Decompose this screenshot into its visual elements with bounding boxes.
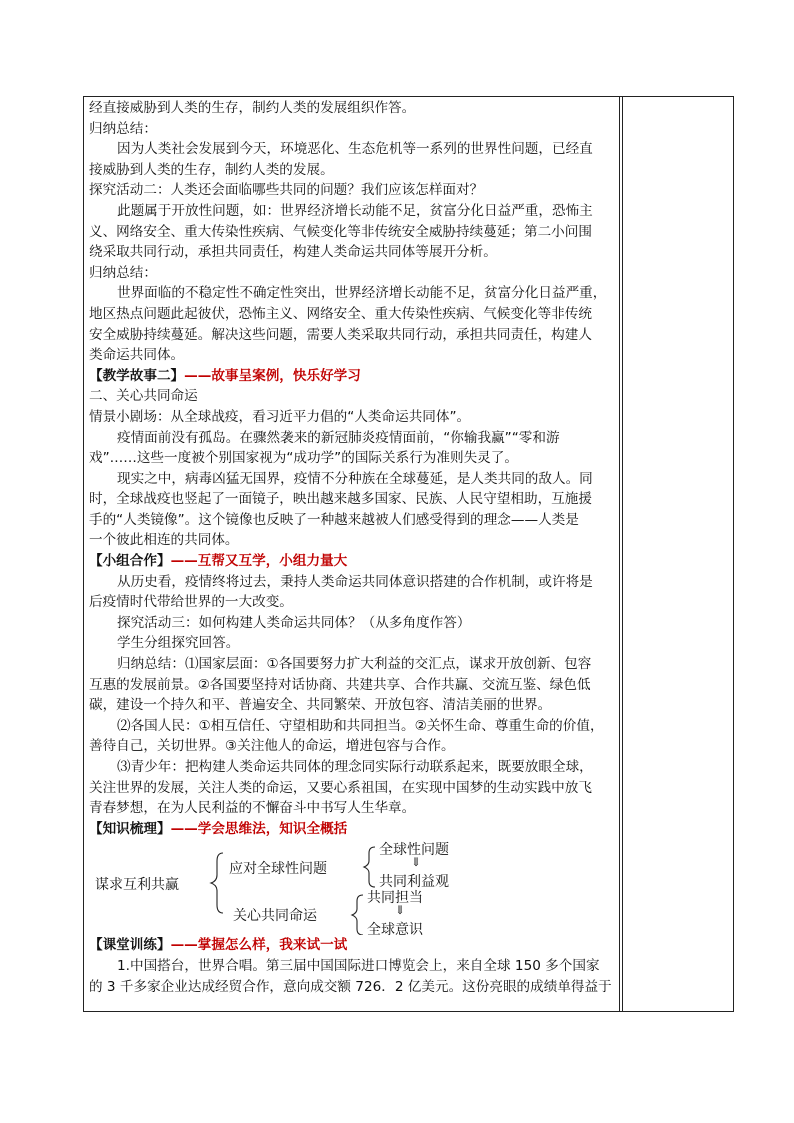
text-line: 青春梦想，在为人民利益的不懈奋斗中书写人生华章。	[89, 800, 416, 817]
section-heading-story2: 【教学故事二】——故事呈案例，快乐好学习	[89, 367, 361, 384]
knowledge-diagram	[89, 841, 613, 939]
text-line: 1.中国搭台，世界合唱。第三届中国国际进口博览会上，来自全球 150 多个国家	[117, 957, 600, 974]
text-line: 后疫情时代带给世界的一大改变。	[89, 594, 293, 611]
text-line: ⑶青少年：把构建人类命运共同体的理念同实际行动联系起来，既要放眼全球，	[117, 759, 593, 775]
diagram-branch-global-issues: 应对全球性问题	[229, 861, 327, 878]
text-line: 二、关心共同命运	[89, 388, 198, 405]
text-line: 此题属于开放性问题，如：世界经济增长动能不足，贫富分化日益严重，恐怖主	[117, 202, 593, 219]
text-line: 一个彼此相连的共同体。	[89, 532, 239, 549]
section-heading-knowledge-map: 【知识梳理】——学会思维法，知识全概括	[89, 820, 348, 837]
text-line: 情景小剧场：从全球战疫，看习近平力倡的“人类命运共同体”。	[89, 408, 471, 425]
text-line: 地区热点问题此起彼伏，恐怖主义、网络安全、重大传染性疾病、气候变化等非传统	[89, 305, 592, 322]
section-heading-practice: 【课堂训练】——掌握怎么样，我来试一试	[89, 937, 348, 954]
text-line: 探究活动二：人类还会面临哪些共同的问题？我们应该怎样面对？	[89, 182, 484, 199]
text-line: 学生分组探究回答。	[117, 635, 240, 652]
text-line: 经直接威胁到人类的生存，制约人类的发展组织作答。	[89, 100, 416, 116]
notes-column	[620, 96, 734, 1012]
diagram-common-interest: 共同利益观	[379, 874, 449, 891]
lesson-content	[89, 98, 613, 997]
text-line: 手的“人类镜像”。这个镜像也反映了一种越来越被人们感受得到的理念——人类是	[89, 511, 579, 528]
text-line: 关注世界的发展，关注人类的命运，又要心系祖国，在实现中国梦的生动实践中放飞	[89, 779, 592, 796]
diagram-global-awareness: 全球意识	[367, 922, 423, 939]
text-line: 从历史看，疫情终将过去，秉持人类命运共同体意识搭建的合作机制，或许将是	[117, 573, 593, 590]
text-line: 善待自己，关切世界。③关注他人的命运，增进包容与合作。	[89, 738, 455, 755]
text-line: 因为人类社会发展到今天，环境恶化、生态危机等一系列的世界性问题，已经直	[117, 141, 593, 158]
text-line: 义、网络安全、重大传染性疾病、气候变化等非传统安全威胁持续蔓延；第二小问围	[89, 223, 592, 240]
diagram-arrow: ⇓	[395, 903, 406, 918]
text-line: 类命运共同体。	[89, 347, 185, 364]
text-line: 探究活动三：如何构建人类命运共同体？（从多角度作答）	[117, 614, 471, 631]
diagram-branch-common-destiny: 关心共同命运	[233, 908, 317, 925]
text-line: 戏”……这些一度被个别国家视为“成功学”的国际关系行为准则失灵了。	[89, 450, 518, 467]
text-line: 现实之中，病毒凶猛无国界，疫情不分种族在全球蔓延，是人类共同的敌人。同	[117, 470, 593, 487]
diagram-arrow: ⇓	[411, 855, 422, 870]
text-line: 绕采取共同行动，承担共同责任，构建人类命运共同体等展开分析。	[89, 244, 497, 261]
text-line: 疫情面前没有孤岛。在骤然袭来的新冠肺炎疫情面前，“你输我赢”“零和游	[117, 429, 560, 446]
text-line: 碳，建设一个持久和平、普遍安全、共同繁荣、开放包容、清洁美丽的世界。	[89, 697, 552, 714]
paragraph-block-3	[89, 572, 613, 819]
diagram-global-issues: 全球性问题	[379, 842, 449, 859]
paragraph-block-5	[89, 956, 613, 997]
diagram-root: 谋求互利共赢	[95, 877, 179, 894]
text-line: 世界面临的不稳定性不确定性突出，世界经济增长动能不足，贫富分化日益严重，	[117, 285, 607, 302]
text-line: ⑵各国人民：①相互信任、守望相助和共同担当。②关怀生命、尊重生命的价值，	[117, 717, 604, 734]
text-line: 安全威胁持续蔓延。解决这些问题，需要人类采取共同行动，承担共同责任，构建人	[89, 326, 592, 343]
text-line: 时，全球战疫也竖起了一面镜子，映出越来越多国家、民族、人民守望相助，互施援	[89, 491, 592, 508]
text-line: 互惠的发展前景。②各国要坚持对话协商、共建共享、合作共赢、交流互鉴、绿色低	[89, 676, 591, 693]
text-line: 的 3 千多家企业达成经贸合作，意向成交额 726．2 亿美元。这份亮眼的成绩单得益于	[89, 978, 612, 995]
section-heading-group-work: 【小组合作】——互帮又互学，小组力量大	[89, 553, 348, 570]
text-line: 归纳总结：	[89, 264, 157, 281]
paragraph-block-2	[89, 386, 613, 551]
text-line: 接威胁到人类的生存，制约人类的发展。	[89, 161, 334, 178]
diagram-shared-responsibility: 共同担当	[367, 890, 423, 907]
text-line: 归纳总结：	[89, 120, 157, 137]
paragraph-block-1	[89, 98, 613, 366]
text-line: 归纳总结：⑴国家层面：①各国要努力扩大利益的交汇点，谋求开放创新、包容	[117, 656, 592, 673]
